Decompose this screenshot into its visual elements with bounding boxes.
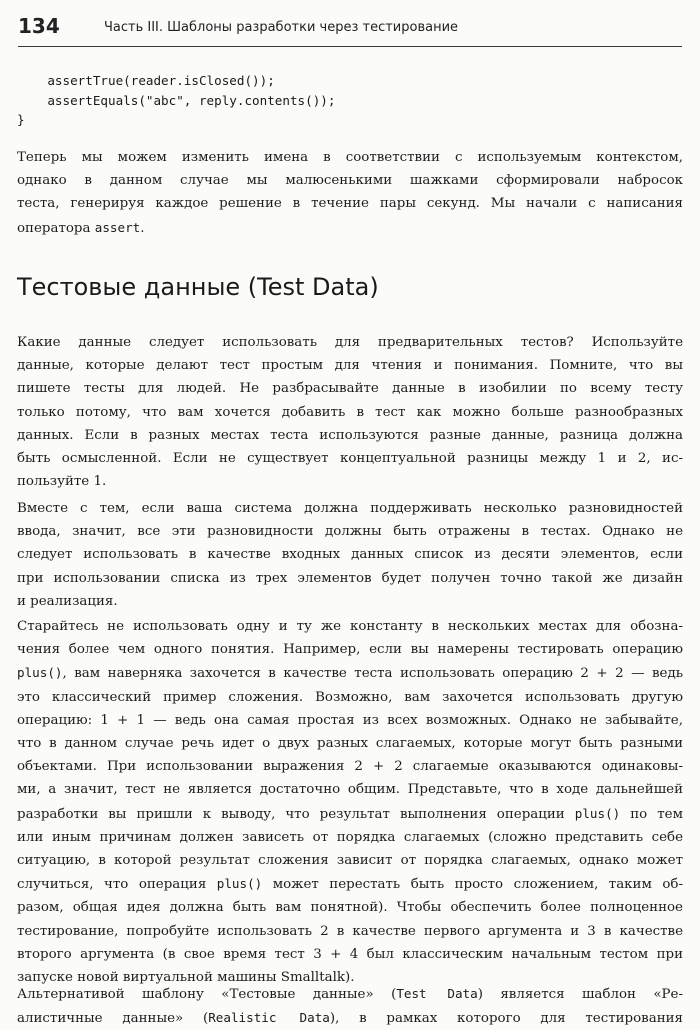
page-header (18, 12, 682, 47)
text-line: ми, а значит, тест не является достаточно общим. Представьте, что в ходе дальнейшей (17, 782, 683, 798)
text-line: тестирование, попробуйте использовать 2 в качестве первого аргумента и 3 в качестве (17, 923, 683, 939)
text-line: быть осмысленной. Если не существует концептуальной разницы между 1 и 2, ис- (17, 451, 683, 467)
text-line: запуске новой виртуальной машины Smalltalk). (17, 970, 355, 986)
paragraph-1 (17, 146, 683, 240)
inline-code: Realistic Data (208, 1010, 330, 1026)
text-line: разом, общая идея должна быть вам понятной). Чтобы обеспечить более полноценное (17, 900, 683, 916)
text-line (17, 872, 683, 896)
text-line: Старайтесь не использовать одну и ту же константу в нескольких местах для обозна- (17, 619, 683, 634)
text-line: ввода, значит, все эти разновидности должны быть отражены в тестах. Однако не (17, 524, 683, 540)
text-line: чения более чем одного понятия. Например, если вы намерены тестировать операцию (17, 642, 683, 658)
text-segment: Альтернативой шаблону «Тестовые данные» ( (17, 987, 397, 1002)
paragraph-4 (17, 615, 683, 989)
text-line (17, 982, 683, 1006)
text-segment: может перестать быть просто сложением, таким об- (262, 877, 684, 893)
text-line (17, 1006, 683, 1030)
text-line: при использовании списка из трех элементов будет получен точно такой же дизайн (17, 570, 683, 586)
text-line: что в данном случае речь идет о двух разных слагаемых, которые могут быть разными (17, 736, 683, 752)
text-line: только потому, что вам хочется добавить в тест как можно больше разнообразных (17, 404, 683, 420)
text-line: теста, генерируя каждое решение в течение пары секунд. Мы начали с написания (17, 196, 683, 212)
text-segment: алистичные данные» ( (17, 1011, 209, 1027)
text-line: или иным причинам должен зависеть от порядка слагаемых (сложно представить себе (17, 829, 683, 845)
text-line: пользуйте 1. (17, 474, 107, 490)
inline-code: plus() (17, 665, 63, 681)
inline-code: assert (94, 219, 141, 235)
text-line (17, 216, 683, 240)
text-segment: по тем (620, 806, 683, 822)
text-line: ситуацию, в которой результат сложения зависит от порядка слагаемых, однако может (17, 853, 683, 869)
paragraph-5 (17, 982, 683, 1030)
code-block (17, 71, 335, 130)
paragraph-3 (17, 497, 683, 613)
text-line: операцию: 1 + 1 — ведь она самая простая из всех возможных. Однако не забывайте, (17, 712, 683, 728)
text-line: и реализация. (17, 593, 118, 609)
text-line: второго аргумента (в свое время тест 3 + 4 был классическим начальным тестом при (17, 946, 683, 962)
text-line: Вместе с тем, если ваша система должна поддерживать несколько разновидностей (17, 501, 683, 516)
text-segment: случиться, что операция (17, 877, 217, 893)
text-segment: ), в рамках которого для тестирования (329, 1011, 684, 1027)
text-line: Какие данные следует использовать для предварительных тестов? Используйте (17, 335, 683, 350)
text-line: это классический пример сложения. Возможно, вам захочется использовать другую (17, 689, 683, 705)
paragraph-2 (17, 331, 683, 493)
page-number: 134 (18, 14, 60, 38)
running-title: Часть III. Шаблоны разработки через тестирование (104, 20, 459, 35)
code-line: assertTrue(reader.isClosed()); (17, 73, 275, 88)
text-line (17, 661, 683, 685)
text-segment: ) является шаблон «Ре- (477, 987, 683, 1002)
text-segment: , вам наверняка захочется в качестве теста использовать операцию 2 + 2 — ведь (62, 666, 683, 682)
section-heading: Тестовые данные (Test Data) (17, 273, 379, 301)
text-line: данных. Если в разных местах теста используются разные данные, разница должна (17, 427, 683, 443)
inline-code: plus() (216, 876, 263, 892)
text-line: пишете тесты для людей. Не разбрасывайте данные в изобилии по всему тесту (17, 381, 683, 397)
text-line: данные, которые делают тест простым для чтения и понимания. Помните, что вы (17, 358, 683, 374)
text-line: объектами. При использовании выражения 2 + 2 слагаемые оказываются одинаковы- (17, 759, 683, 775)
text-line (17, 802, 683, 826)
text-segment: оператора (17, 220, 95, 236)
text-segment: разработки вы пришли к выводу, что результат выполнения операции (17, 806, 575, 822)
code-line: assertEquals("abc", reply.contents()); (17, 92, 336, 108)
inline-code: Test Data (396, 986, 478, 1001)
text-line: следует использовать в качестве входных данных список из десяти элементов, если (17, 547, 683, 563)
inline-code: plus() (574, 805, 621, 821)
code-line: } (17, 112, 25, 127)
text-segment: . (140, 220, 145, 236)
text-line: однако в данном случае мы малюсенькими шажками сформировали набросок (17, 173, 683, 189)
text-line: Теперь мы можем изменить имена в соответствии с используемым контекстом, (17, 150, 683, 165)
